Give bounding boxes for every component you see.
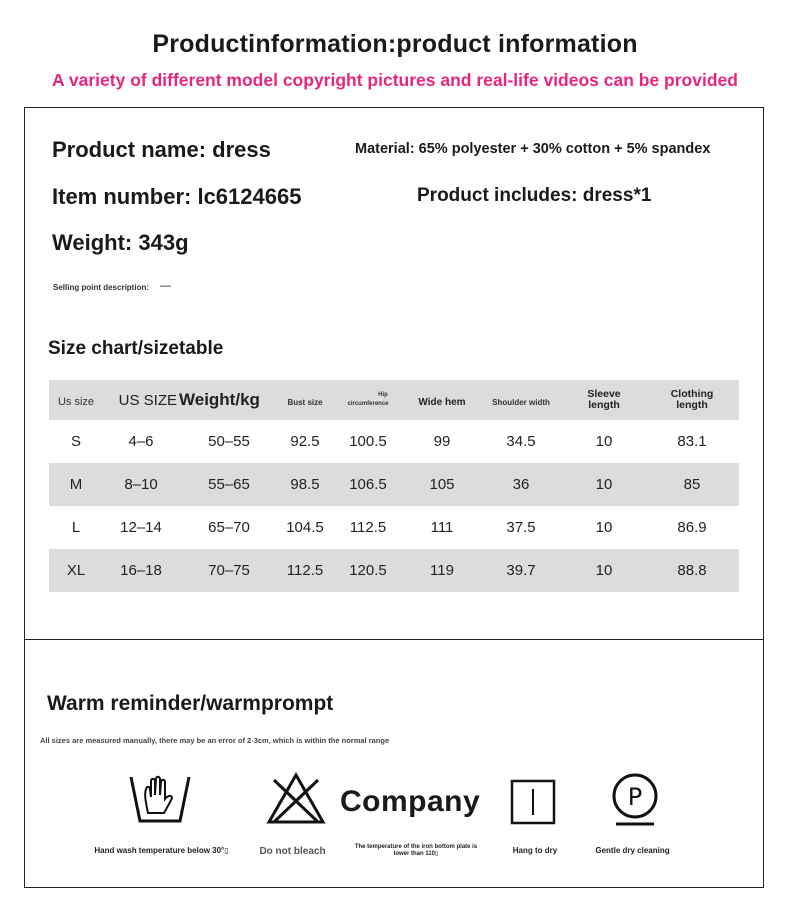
- table-cell: 111: [430, 519, 454, 536]
- hang-dry-label: Hang to dry: [512, 846, 558, 855]
- table-cell: 55–65: [179, 463, 279, 506]
- table-cell: L: [71, 519, 81, 536]
- table-cell: 16–18: [103, 549, 179, 592]
- table-row: [49, 420, 739, 463]
- do-not-bleach-label: Do not bleach: [259, 846, 326, 857]
- company-text: Company: [340, 785, 481, 818]
- table-cell: 37.5: [506, 519, 536, 536]
- header-wide-hem: Wide hem: [405, 380, 479, 420]
- table-cell: 10: [563, 463, 645, 506]
- table-cell: M: [49, 463, 103, 506]
- hand-wash-label: Hand wash temperature below 30°▯: [94, 846, 229, 855]
- table-cell: 65–70: [208, 519, 250, 536]
- header-clothing: Clothing length: [645, 380, 739, 420]
- table-cell: 83.1: [677, 433, 707, 450]
- table-cell: 120.5: [331, 549, 405, 592]
- table-cell: 12–14: [120, 519, 162, 536]
- table-cell: 10: [595, 433, 613, 450]
- table-cell: 70–75: [179, 549, 279, 592]
- dry-clean-icon: [610, 772, 660, 828]
- table-cell: 50–55: [208, 433, 250, 450]
- table-cell: 10: [563, 549, 645, 592]
- do-not-bleach-icon: [266, 772, 326, 826]
- header-weight: Weight/kg: [179, 380, 279, 420]
- reminder-title: Warm reminder/warmprompt: [47, 692, 334, 715]
- selling-point-value: —: [160, 280, 171, 292]
- iron-temperature-label: The temperature of the iron bottom plate is lower than 110▯: [354, 844, 478, 857]
- material: Material: 65% polyester + 30% cotton + 5% spandex: [355, 141, 711, 157]
- table-cell: 10: [595, 519, 613, 536]
- table-cell: 86.9: [677, 519, 707, 536]
- table-row: [49, 463, 739, 506]
- table-cell: 112.5: [349, 519, 387, 536]
- hand-wash-icon: [128, 773, 192, 827]
- table-cell: 98.5: [279, 463, 331, 506]
- item-number: Item number: lc6124665: [52, 184, 302, 209]
- header-us-size-small: Us size: [49, 380, 103, 420]
- size-table: [49, 380, 739, 592]
- page-subtitle: A variety of different model copyright pictures and real-life videos can be provided: [52, 70, 738, 90]
- table-cell: 99: [433, 433, 451, 450]
- table-cell: 34.5: [506, 433, 536, 450]
- selling-point-label: Selling point description:: [53, 283, 149, 292]
- table-cell: 88.8: [645, 549, 739, 592]
- table-cell: 8–10: [103, 463, 179, 506]
- table-cell: 104.5: [286, 519, 324, 536]
- table-cell: 106.5: [331, 463, 405, 506]
- table-cell: S: [70, 433, 81, 450]
- table-cell: 39.7: [479, 549, 563, 592]
- header-us-size: US SIZE: [103, 380, 179, 420]
- header-hip: Hip circumference: [331, 380, 405, 420]
- dry-clean-label: Gentle dry cleaning: [595, 846, 670, 855]
- reminder-note: All sizes are measured manually, there may be an error of 2-3cm, which is within the normal range: [40, 736, 390, 745]
- table-cell: 100.5: [349, 433, 387, 450]
- page-title: Productinformation:product information: [152, 30, 638, 58]
- hang-dry-icon: [510, 779, 556, 825]
- table-row: [49, 549, 739, 592]
- table-cell: 119: [405, 549, 479, 592]
- header-shoulder: Shoulder width: [479, 380, 563, 420]
- table-cell: 92.5: [290, 433, 320, 450]
- product-includes: Product includes: dress*1: [417, 185, 652, 206]
- table-cell: 36: [479, 463, 563, 506]
- weight: Weight: 343g: [52, 230, 189, 255]
- header-bust: Bust size: [279, 380, 331, 420]
- table-cell: 85: [645, 463, 739, 506]
- table-cell: XL: [49, 549, 103, 592]
- table-cell: 112.5: [279, 549, 331, 592]
- svg-text:P: P: [627, 783, 643, 811]
- table-row: [49, 506, 739, 549]
- size-chart-title: Size chart/sizetable: [48, 338, 224, 359]
- table-cell: 4–6: [128, 433, 154, 450]
- table-cell: 105: [405, 463, 479, 506]
- size-table-header: [49, 380, 739, 420]
- header-sleeve: Sleeve length: [563, 380, 645, 420]
- product-name: Product name: dress: [52, 137, 271, 162]
